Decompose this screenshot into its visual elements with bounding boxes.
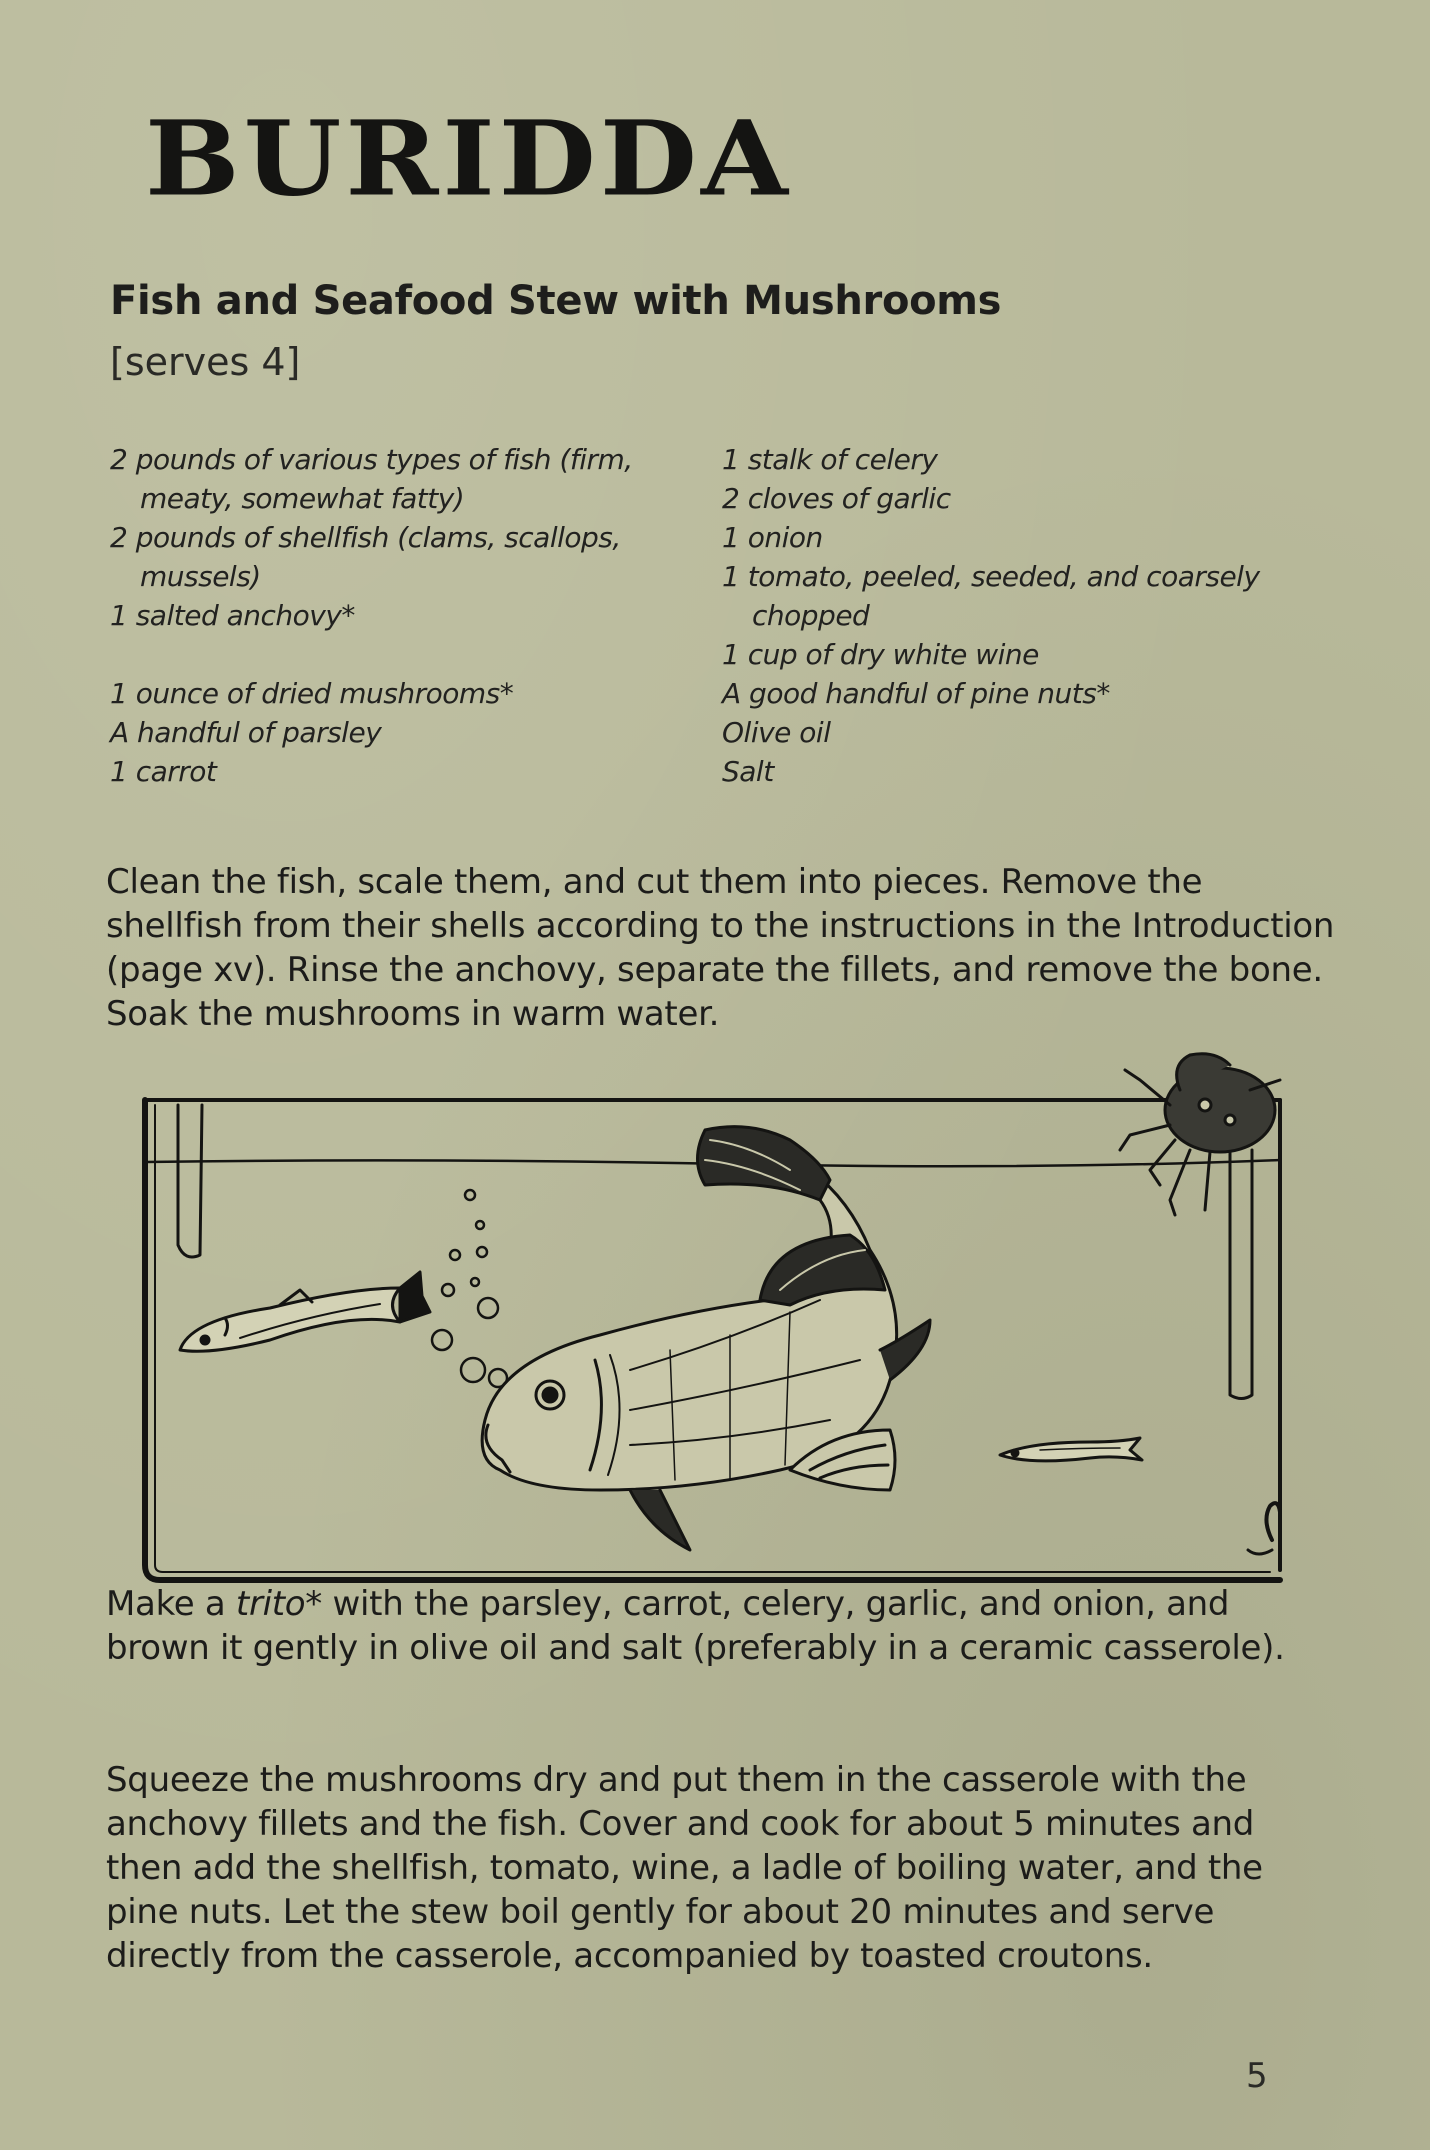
ingredient-item: 1 stalk of celery [722, 443, 938, 476]
instructions-paragraph-1: Clean the fish, scale them, and cut them into pieces. Remove the shellfish from their shells according to the instructions in the Introduction (page xv). Rinse the anchovy, separate the fillets, and remove the bone. Soak the mushrooms in warm water. [106, 862, 1335, 1034]
ingredient-item: 2 pounds of various types of fish (firm, meaty, somewhat fatty) [110, 443, 633, 515]
instructions-paragraph-2 [106, 1582, 1336, 1670]
small-fish-left [180, 1272, 430, 1351]
fish-tank-illustration [130, 1050, 1300, 1590]
paragraph-2-text-after: with the parsley, carrot, celery, garlic, and onion, and brown it gently in olive oil and salt (preferably in a ceramic casserole). [106, 1584, 1285, 1668]
big-fish [482, 1127, 930, 1550]
ingredient-item: 1 cup of dry white wine [722, 638, 1039, 671]
serving-size: [serves 4] [110, 340, 301, 384]
ingredient-item: 1 salted anchovy* [110, 599, 355, 632]
instructions-paragraph-3: Squeeze the mushrooms dry and put them in the casserole with the anchovy fillets and the fish. Cover and cook for about 5 minutes and then add the shellfish, tomato, wine, a ladle of boiling water, and the pine nuts. Let the stew boil gently for about 20 minutes and serve directly from the casserole, accompanied by toasted croutons. [106, 1760, 1263, 1976]
crab [1120, 1054, 1280, 1215]
recipe-subtitle: Fish and Seafood Stew with Mushrooms [110, 278, 1002, 324]
ingredients-left-column [110, 440, 700, 791]
ingredient-item: 1 tomato, peeled, seeded, and coarsely chopped [722, 560, 1260, 632]
ingredient-item: 1 carrot [110, 755, 217, 788]
ingredient-item: A good handful of pine nuts* [722, 677, 1110, 710]
ingredient-item: A handful of parsley [110, 716, 382, 749]
small-fish-right [1000, 1438, 1142, 1461]
paragraph-2-text-before: Make a [106, 1584, 236, 1624]
bubbles [432, 1190, 507, 1387]
ingredient-item: 2 pounds of shellfish (clams, scallops, mussels) [110, 521, 621, 593]
ingredients-right-column [722, 440, 1332, 791]
ingredient-item: 1 onion [722, 521, 823, 554]
ingredient-item: Olive oil [722, 716, 831, 749]
ingredient-spacer [110, 635, 700, 674]
recipe-title: BURIDDA [145, 98, 792, 220]
trito-term: trito* [235, 1584, 323, 1624]
page-number: 5 [1246, 2056, 1268, 2096]
ingredient-item: 2 cloves of garlic [722, 482, 951, 515]
ingredient-item: Salt [722, 755, 774, 788]
ingredient-item: 1 ounce of dried mushrooms* [110, 677, 514, 710]
